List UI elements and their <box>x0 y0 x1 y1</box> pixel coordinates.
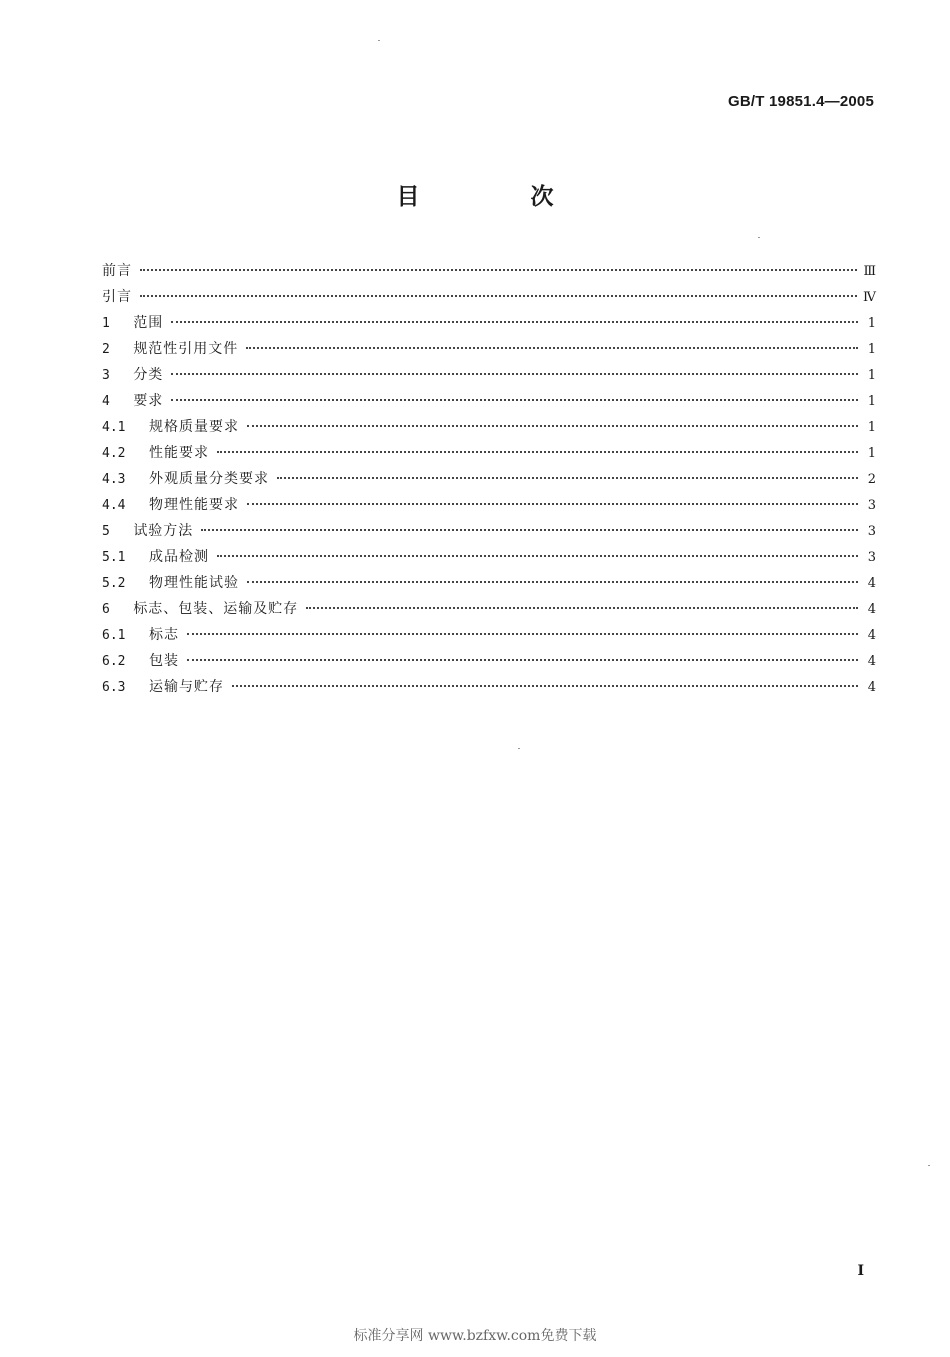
dot-leader <box>306 607 858 609</box>
toc-entry-label: 性能要求 <box>148 445 209 461</box>
toc-entry-page: 1 <box>867 420 876 435</box>
page-number: I <box>857 1263 864 1279</box>
toc-entry-page: 1 <box>867 446 876 461</box>
scan-speck <box>378 40 380 41</box>
toc-entry-page: 4 <box>867 602 876 617</box>
dot-leader <box>247 581 858 583</box>
toc-entry-label: 范围 <box>133 315 164 331</box>
table-of-contents <box>102 258 876 700</box>
toc-entry-number: 4.1 <box>102 420 149 435</box>
toc-entry-page: 4 <box>867 576 876 591</box>
dot-leader <box>246 347 858 349</box>
toc-entry-page: 3 <box>867 524 876 539</box>
toc-entry-label: 引言 <box>102 289 132 305</box>
toc-entry-number: 6.1 <box>102 628 149 643</box>
dot-leader <box>201 529 858 531</box>
dot-leader <box>140 269 857 271</box>
toc-entry-label: 标志、包装、运输及贮存 <box>133 601 299 617</box>
toc-entry-page: 1 <box>867 342 876 357</box>
dot-leader <box>232 685 858 687</box>
toc-entry[interactable] <box>102 310 876 336</box>
dot-leader <box>171 321 858 323</box>
toc-entry[interactable] <box>102 414 876 440</box>
scan-speck <box>928 1165 930 1166</box>
toc-entry-number: 5.2 <box>102 576 149 591</box>
toc-entry-page: 1 <box>867 394 876 409</box>
toc-entry[interactable] <box>102 518 876 544</box>
toc-entry-label: 要求 <box>133 393 164 409</box>
dot-leader <box>187 633 858 635</box>
toc-entry-label: 包装 <box>148 653 179 669</box>
toc-entry[interactable] <box>102 674 876 700</box>
toc-entry[interactable] <box>102 648 876 674</box>
scan-speck <box>758 237 760 238</box>
toc-entry-page: 2 <box>867 472 876 487</box>
toc-entry-number: 4.2 <box>102 446 149 461</box>
dot-leader <box>171 399 858 401</box>
toc-entry-page: 1 <box>867 316 876 331</box>
toc-entry[interactable] <box>102 492 876 518</box>
toc-entry-page: Ⅳ <box>863 290 876 305</box>
toc-entry-page: 4 <box>867 628 876 643</box>
toc-entry-label: 外观质量分类要求 <box>148 471 269 487</box>
dot-leader <box>171 373 858 375</box>
toc-entry-page: 3 <box>867 498 876 513</box>
toc-entry-label: 前言 <box>102 263 132 279</box>
toc-entry[interactable] <box>102 596 876 622</box>
dot-leader <box>140 295 857 297</box>
toc-entry-label: 物理性能试验 <box>148 575 239 591</box>
dot-leader <box>217 451 858 453</box>
toc-entry-label: 物理性能要求 <box>148 497 239 513</box>
toc-entry-label: 标志 <box>148 627 179 643</box>
dot-leader <box>217 555 858 557</box>
toc-entry-label: 运输与贮存 <box>148 679 224 695</box>
toc-entry-label: 规格质量要求 <box>148 419 239 435</box>
toc-entry[interactable] <box>102 388 876 414</box>
toc-entry-number: 5 <box>102 524 134 539</box>
dot-leader <box>187 659 858 661</box>
toc-entry-label: 分类 <box>133 367 164 383</box>
toc-entry-page: 4 <box>867 654 876 669</box>
toc-entry-page: 1 <box>867 368 876 383</box>
toc-entry[interactable] <box>102 570 876 596</box>
toc-entry-number: 1 <box>102 316 134 331</box>
toc-entry-label: 试验方法 <box>133 523 194 539</box>
dot-leader <box>247 503 858 505</box>
toc-entry[interactable] <box>102 466 876 492</box>
toc-entry-number: 5.1 <box>102 550 149 565</box>
toc-entry-page: 4 <box>867 680 876 695</box>
toc-entry[interactable] <box>102 284 876 310</box>
page-title: 目 次 <box>396 184 598 210</box>
toc-entry-number: 4.4 <box>102 498 149 513</box>
watermark-footer: 标准分享网 www.bzfxw.com免费下载 <box>353 1328 597 1344</box>
toc-entry[interactable] <box>102 622 876 648</box>
toc-entry[interactable] <box>102 258 876 284</box>
toc-entry-number: 6.2 <box>102 654 149 669</box>
toc-entry-number: 6 <box>102 602 134 617</box>
toc-entry-page: 3 <box>867 550 876 565</box>
toc-entry-number: 6.3 <box>102 680 149 695</box>
toc-entry-label: 规范性引用文件 <box>133 341 239 357</box>
dot-leader <box>247 425 858 427</box>
toc-entry[interactable] <box>102 544 876 570</box>
toc-entry-number: 4 <box>102 394 134 409</box>
toc-entry[interactable] <box>102 440 876 466</box>
toc-entry[interactable] <box>102 336 876 362</box>
toc-entry-page: Ⅲ <box>863 264 876 279</box>
dot-leader <box>277 477 858 479</box>
toc-entry-number: 2 <box>102 342 134 357</box>
scan-speck <box>518 748 520 749</box>
standard-code: GB/T 19851.4—2005 <box>728 93 874 110</box>
toc-entry[interactable] <box>102 362 876 388</box>
toc-entry-number: 4.3 <box>102 472 149 487</box>
toc-entry-label: 成品检测 <box>148 549 209 565</box>
toc-entry-number: 3 <box>102 368 134 383</box>
